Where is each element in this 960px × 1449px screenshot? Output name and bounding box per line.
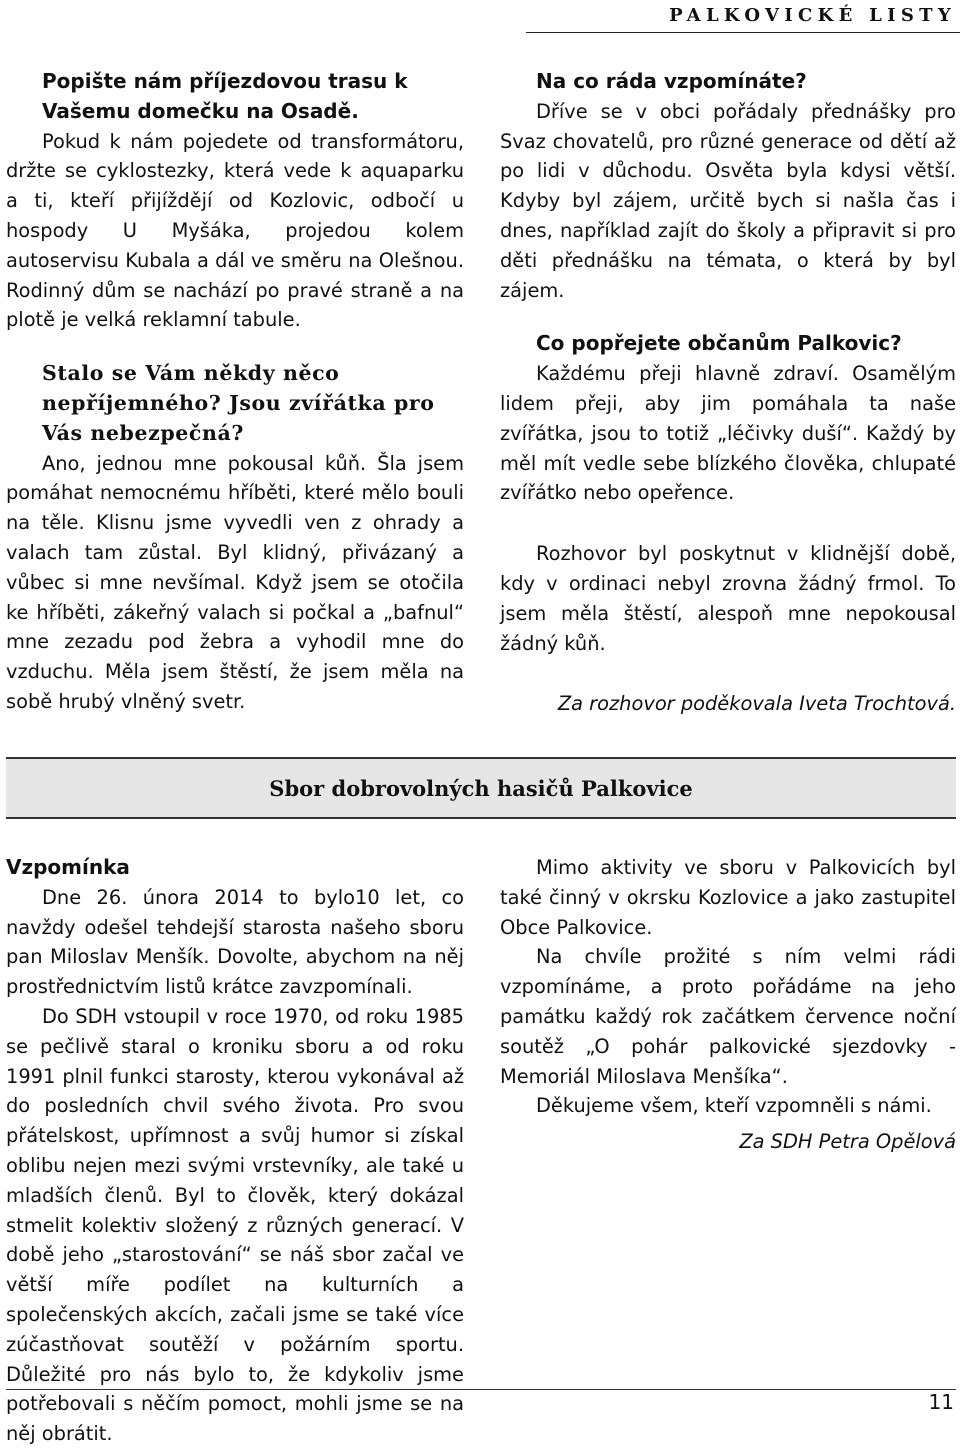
- memorial-signature: Za SDH Petra Opělová: [739, 1130, 956, 1154]
- question-route: Popište nám příjezdovou trasu k Vašemu domečku na Osadě.: [42, 69, 408, 123]
- question-danger: Stalo se Vám někdy něco nepříjemného? Jsou zvířátka pro Vás nebezpečná?: [42, 361, 435, 445]
- memorial-left-column: [6, 853, 464, 1446]
- masthead: PALKOVICKÉ LISTY: [669, 5, 956, 26]
- question-wishes: Co popřejete občanům Palkovic?: [536, 331, 902, 356]
- memorial-paragraph-3: Mimo aktivity ve sboru v Palkovicích byl také činný v okrsku Kozlovice a jako zastupitel Obce Palkovice.: [500, 856, 956, 939]
- answer-danger: Ano, jednou mne pokousal kůň. Šla jsem pomáhat nemocnému hříběti, které mělo bouli na těle. Klisnu jsme vyvedli ven z ohrady a valach tam zůstal. Byl klidný, přivázaný a vůbec si mne nevšímal. Když jsem se otočila ke hříběti, zákeřný valach si počkal a „bafnul“ mne zezadu pod žebra a vyhodil mne do vzduchu. Měla jsem štěstí, že jsem měla na sobě hrubý vlněný svetr.: [6, 451, 464, 713]
- page-number: 11: [928, 1390, 954, 1414]
- memorial-heading: Vzpomínka: [6, 855, 130, 879]
- answer-memories: Dříve se v obci pořádaly přednášky pro Svaz chovatelů, pro různé generace od dětí až po lidi v důchodu. Osvěta byla kdysi větší. Kdyby byl zájem, určitě bych si našla čas i dnes, například zajít do školy a připravit si pro děti přednášku na témata, o která by byl zájem.: [500, 99, 956, 302]
- question-memories: Na co ráda vzpomínáte?: [536, 69, 807, 93]
- memorial-paragraph-1: Dne 26. února 2014 to bylo10 let, co navždy odešel tehdejší starosta našeho sboru pan Miloslav Menšík. Dovolte, abychom na něj prostřednictvím listů krátce zavzpomínali.: [6, 885, 464, 999]
- memorial-right-column: [500, 853, 956, 1157]
- memorial-paragraph-4: Na chvíle prožité s ním velmi rádi vzpomínáme, a proto pořádáme na jeho památku každý rok začátkem července noční soutěž „O pohár palkovické sjezdovky - Memoriál Miloslava Menšíka“.: [500, 945, 956, 1088]
- answer-route: Pokud k nám pojedete od transformátoru, držte se cyklostezky, která vede k aquaparku a ti, kteří přijíždějí od Kozlovic, odbočí u hospody U Myšáka, projedou kolem autoservisu Kubala a dál ve směru na Olešnou. Rodinný dům se nachází po pravé straně a na plotě je velká reklamní tabule.: [6, 129, 464, 332]
- interview-left-column: [6, 67, 464, 717]
- header-rule: [526, 32, 960, 33]
- interview-right-column: [500, 67, 956, 719]
- section-title: Sbor dobrovolných hasičů Palkovice: [269, 776, 693, 801]
- interview-note: Rozhovor byl poskytnut v klidnější době, kdy v ordinaci nebyl zrovna žádný frmol. To jsem měla štěstí, alespoň mne nepokousal žádný kůň.: [500, 542, 956, 655]
- footer-rule: [6, 1389, 956, 1390]
- memorial-paragraph-2: Do SDH vstoupil v roce 1970, od roku 1985 se pečlivě staral o kroniku sboru a od roku 1991 plnil funkci starosty, kterou vykonával až do posledních chvil svého života. Pro svou přátelskost, upřímnost a svůj humor si získal oblibu nejen mezi svými vrstevníky, ale také u mladších členů. Byl to člověk, který dokázal stmelit kolektiv složený z různých generací. V době jeho „starostování“ se náš sbor začal ve větší míře podílet na kulturních a společenských akcích, začali jsme se také více zúčastňovat soutěží v požárním sportu. Důležité pro nás bylo to, že kdykoliv jsme potřebovali s něčím pomoct, mohli jsme se na něj obrátit.: [6, 1004, 464, 1446]
- memorial-paragraph-5: Děkujeme všem, kteří vzpomněli s námi.: [536, 1094, 932, 1118]
- interview-signature: Za rozhovor poděkovala Iveta Trochtová.: [557, 692, 956, 716]
- section-banner: [6, 757, 956, 819]
- answer-wishes: Každému přeji hlavně zdraví. Osamělým lidem přeji, aby jim pomáhala ta naše zvířátka, jsou to totiž „léčivky duší“. Každý by měl mít vedle sebe blízkého člověka, chlupaté zvířátko nebo opeřence.: [500, 362, 956, 505]
